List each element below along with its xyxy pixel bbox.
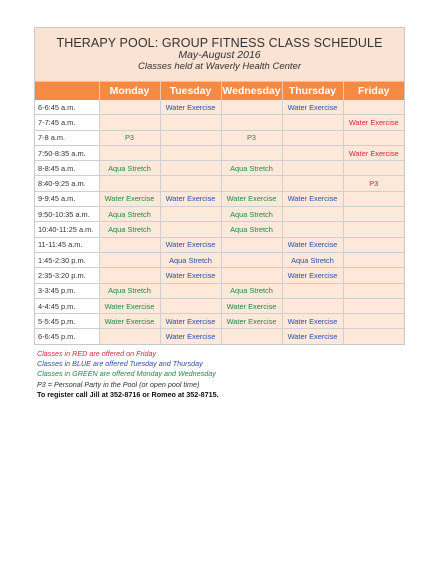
table-row	[35, 100, 404, 115]
class-cell-monday	[99, 329, 160, 344]
table-row	[35, 268, 404, 283]
class-cell-thursday: Water Exercise	[282, 191, 343, 206]
time-slot: 7-7:45 a.m.	[35, 115, 99, 130]
note-red: Classes in RED are offered on Friday	[37, 349, 157, 358]
class-cell-wednesday: Aqua Stretch	[221, 222, 282, 237]
class-cell-friday	[343, 237, 404, 252]
class-cell-friday	[343, 191, 404, 206]
class-cell-wednesday: P3	[221, 130, 282, 145]
note-blue: Classes in BLUE are offered Tuesday and Thursday	[37, 359, 203, 369]
table-row	[35, 298, 404, 313]
class-cell-wednesday	[221, 252, 282, 267]
day-header-monday: Monday	[99, 82, 160, 100]
schedule-header	[35, 28, 404, 82]
class-cell-friday	[343, 222, 404, 237]
class-cell-wednesday: Water Exercise	[221, 191, 282, 206]
time-slot: 7:50-8:35 a.m.	[35, 145, 99, 160]
class-cell-tuesday	[160, 222, 221, 237]
class-cell-thursday	[282, 161, 343, 176]
class-cell-wednesday: Water Exercise	[221, 298, 282, 313]
time-slot: 4-4:45 p.m.	[35, 298, 99, 313]
table-header-row	[35, 82, 404, 100]
time-slot: 3-3:45 p.m.	[35, 283, 99, 298]
table-row	[35, 130, 404, 145]
table-row	[35, 191, 404, 206]
class-cell-tuesday	[160, 130, 221, 145]
class-cell-monday: P3	[99, 130, 160, 145]
class-cell-wednesday: Aqua Stretch	[221, 161, 282, 176]
class-cell-monday	[99, 115, 160, 130]
class-cell-monday: Water Exercise	[99, 314, 160, 329]
location-text: Classes held at Waverly Health Center	[138, 61, 301, 72]
class-cell-wednesday	[221, 145, 282, 160]
class-cell-thursday	[282, 222, 343, 237]
register-info: To register call Jill at 352-8716 or Romeo at 352-8715.	[37, 389, 219, 399]
note-p3: P3 = Personal Party in the Pool (or open pool time)	[37, 379, 200, 389]
class-cell-friday: P3	[343, 176, 404, 191]
class-cell-friday	[343, 207, 404, 222]
class-cell-monday: Aqua Stretch	[99, 222, 160, 237]
class-cell-wednesday	[221, 115, 282, 130]
day-header-wednesday: Wednesday	[221, 82, 282, 100]
class-cell-thursday	[282, 207, 343, 222]
class-cell-thursday	[282, 145, 343, 160]
class-cell-friday: Water Exercise	[343, 145, 404, 160]
class-cell-tuesday	[160, 176, 221, 191]
class-cell-thursday	[282, 176, 343, 191]
class-cell-tuesday: Water Exercise	[160, 237, 221, 252]
class-cell-wednesday	[221, 329, 282, 344]
class-cell-monday	[99, 237, 160, 252]
class-cell-monday	[99, 145, 160, 160]
note-green: Classes in GREEN are offered Monday and Wednesday	[37, 369, 216, 379]
table-row	[35, 207, 404, 222]
legend-notes	[37, 349, 219, 400]
table-row	[35, 176, 404, 191]
class-cell-tuesday: Water Exercise	[160, 314, 221, 329]
class-cell-monday: Water Exercise	[99, 298, 160, 313]
time-slot: 1:45-2:30 p.m.	[35, 252, 99, 267]
class-cell-tuesday	[160, 283, 221, 298]
class-cell-monday: Water Exercise	[99, 191, 160, 206]
schedule-body	[35, 100, 404, 344]
day-header-friday: Friday	[343, 82, 404, 100]
day-header-thursday: Thursday	[282, 82, 343, 100]
table-row	[35, 283, 404, 298]
class-cell-friday	[343, 283, 404, 298]
table-row	[35, 237, 404, 252]
table-row	[35, 252, 404, 267]
class-cell-wednesday	[221, 268, 282, 283]
class-cell-friday	[343, 252, 404, 267]
class-cell-monday: Aqua Stretch	[99, 161, 160, 176]
time-slot: 5-5:45 p.m.	[35, 314, 99, 329]
class-cell-tuesday: Aqua Stretch	[160, 252, 221, 267]
class-cell-tuesday	[160, 161, 221, 176]
time-slot: 6-6:45 a.m.	[35, 100, 99, 115]
page-title: THERAPY POOL: GROUP FITNESS CLASS SCHEDULE	[56, 36, 383, 50]
schedule-sheet	[34, 27, 405, 345]
class-cell-thursday	[282, 130, 343, 145]
class-cell-friday	[343, 100, 404, 115]
class-cell-thursday: Water Exercise	[282, 100, 343, 115]
class-cell-friday	[343, 298, 404, 313]
class-cell-thursday: Water Exercise	[282, 329, 343, 344]
table-row	[35, 222, 404, 237]
time-slot: 11-11:45 a.m.	[35, 237, 99, 252]
class-cell-thursday: Water Exercise	[282, 314, 343, 329]
class-cell-tuesday: Water Exercise	[160, 191, 221, 206]
class-cell-thursday	[282, 115, 343, 130]
time-slot: 6-6:45 p.m.	[35, 329, 99, 344]
class-cell-tuesday	[160, 207, 221, 222]
class-cell-wednesday: Water Exercise	[221, 314, 282, 329]
class-cell-monday: Aqua Stretch	[99, 283, 160, 298]
class-cell-thursday: Water Exercise	[282, 268, 343, 283]
day-header-tuesday: Tuesday	[160, 82, 221, 100]
time-column-header	[35, 82, 99, 100]
date-range: May-August 2016	[178, 49, 261, 61]
schedule-table	[35, 82, 404, 344]
time-slot: 9:50-10:35 a.m.	[35, 207, 99, 222]
class-cell-tuesday	[160, 115, 221, 130]
table-row	[35, 161, 404, 176]
time-slot: 8:40-9:25 a.m.	[35, 176, 99, 191]
class-cell-friday	[343, 130, 404, 145]
table-row	[35, 145, 404, 160]
table-row	[35, 329, 404, 344]
table-row	[35, 314, 404, 329]
class-cell-wednesday	[221, 176, 282, 191]
class-cell-thursday	[282, 283, 343, 298]
time-slot: 7-8 a.m.	[35, 130, 99, 145]
class-cell-monday: Aqua Stretch	[99, 207, 160, 222]
class-cell-friday	[343, 161, 404, 176]
class-cell-thursday	[282, 298, 343, 313]
time-slot: 2:35-3:20 p.m.	[35, 268, 99, 283]
time-slot: 9-9:45 a.m.	[35, 191, 99, 206]
table-row	[35, 115, 404, 130]
class-cell-monday	[99, 252, 160, 267]
class-cell-monday	[99, 268, 160, 283]
class-cell-wednesday: Aqua Stretch	[221, 283, 282, 298]
time-slot: 10:40-11:25 a.m.	[35, 222, 99, 237]
class-cell-thursday: Aqua Stretch	[282, 252, 343, 267]
class-cell-wednesday	[221, 100, 282, 115]
class-cell-monday	[99, 176, 160, 191]
class-cell-tuesday	[160, 145, 221, 160]
class-cell-friday	[343, 268, 404, 283]
class-cell-friday	[343, 329, 404, 344]
class-cell-tuesday: Water Exercise	[160, 329, 221, 344]
class-cell-friday	[343, 314, 404, 329]
class-cell-tuesday: Water Exercise	[160, 268, 221, 283]
time-slot: 8-8:45 a.m.	[35, 161, 99, 176]
class-cell-wednesday: Aqua Stretch	[221, 207, 282, 222]
class-cell-friday: Water Exercise	[343, 115, 404, 130]
class-cell-thursday: Water Exercise	[282, 237, 343, 252]
class-cell-monday	[99, 100, 160, 115]
class-cell-tuesday: Water Exercise	[160, 100, 221, 115]
class-cell-tuesday	[160, 298, 221, 313]
class-cell-wednesday	[221, 237, 282, 252]
